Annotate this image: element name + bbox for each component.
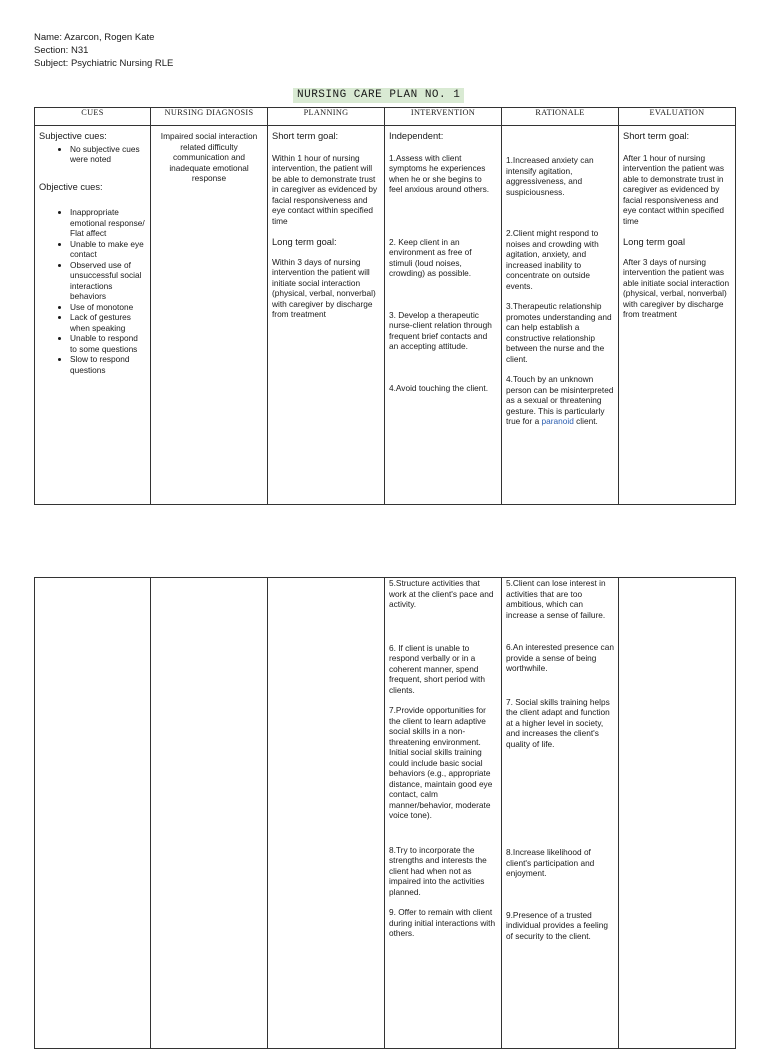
rationale-cell [502, 578, 619, 1049]
rationale-item-text: 4.Touch by an unknown person can be misinterpreted as a sexual or threatening gesture. This is particularly true for a [506, 374, 614, 426]
rationale-item: 5.Client can lose interest in activities that are too ambitious, which can increase a sense of failure. [506, 578, 606, 620]
long-term-goal-label: Long term goal: [272, 237, 337, 247]
intervention-cell [385, 126, 502, 505]
diagnosis-cell [151, 126, 268, 505]
short-term-goal-text: Within 1 hour of nursing intervention, the patient will be able to demonstrate trust in caregiver as evidenced by facial responsiveness and eye contact within specified time [272, 152, 378, 226]
long-term-goal-label: Long term goal [623, 237, 686, 247]
short-term-goal-label: Short term goal: [272, 131, 339, 141]
objective-cues-list [39, 207, 146, 375]
rationale-item-end: client. [576, 416, 598, 426]
intervention-item: 4.Avoid touching the client. [389, 382, 489, 393]
planning-cell [268, 578, 385, 1049]
student-name: Name: Azarcon, Rogen Kate [34, 32, 155, 43]
list-item: • Unable to respond to some questions [70, 333, 146, 354]
rationale-item: 6.An interested presence can provide a sense of being worthwhile. [506, 642, 614, 673]
long-term-goal-text: Within 3 days of nursing intervention the patient will initiate social interaction (physical, verbal, nonverbal) with caregiver by discharge from treatment [272, 256, 376, 319]
column-header-rationale: RATIONALE [502, 108, 619, 126]
short-term-goal-evaluation: After 1 hour of nursing intervention the patient was able to demonstrate trust in caregiver as evidenced by facial responsiveness and eye contact within specified time [623, 152, 725, 226]
column-header-diagnosis: NURSING DIAGNOSIS [151, 108, 268, 126]
column-header-intervention: INTERVENTION [385, 108, 502, 126]
nursing-diagnosis-text: Impaired social interaction related difficulty communication and inadequate emotional response [160, 131, 258, 183]
rationale-item: 7. Social skills training helps the client adapt and function at a higher level in society, and increases the client's quality of life. [506, 696, 610, 749]
list-item: • Unable to make eye contact [70, 239, 146, 260]
rationale-item: 9.Presence of a trusted individual provides a feeling of security to the client. [506, 909, 608, 941]
intervention-item: 1.Assess with client symptoms he experiences when he or she begins to feel anxious around others. [389, 152, 490, 194]
long-term-goal-evaluation: After 3 days of nursing intervention the patient was able initiate social interaction (physical, verbal, nonverbal) with caregiver by discharge from treatment [623, 256, 730, 319]
subjective-cues-list [39, 144, 146, 165]
rationale-cell [502, 126, 619, 505]
list-item: • Lack of gestures when speaking [70, 312, 146, 333]
rationale-item [506, 374, 614, 427]
objective-cues-label: Objective cues: [39, 181, 103, 192]
intervention-item: 6. If client is unable to respond verbally or in a coherent manner, spend frequent, short period with clients. [389, 642, 485, 695]
intervention-cell [385, 578, 502, 1049]
rationale-item: 2.Client might respond to noises and crowding with agitation, anxiety, and increased inability to concentrate on outside events. [506, 228, 599, 291]
diagnosis-cell [151, 578, 268, 1049]
student-section: Section: N31 [34, 45, 89, 56]
column-header-cues: CUES [35, 108, 151, 126]
column-header-planning: PLANNING [268, 108, 385, 126]
student-header [34, 31, 173, 70]
rationale-item: 1.Increased anxiety can intensify agitation, aggressiveness, and suspiciousness. [506, 155, 594, 197]
student-subject: Subject: Psychiatric Nursing RLE [34, 58, 174, 69]
table-header-row [35, 108, 736, 126]
short-term-goal-label: Short term goal: [623, 131, 690, 141]
evaluation-cell [619, 126, 736, 505]
intervention-item: 3. Develop a therapeutic nurse-client relation through frequent brief contacts and an accepting attitude. [389, 309, 492, 351]
rationale-item: 3.Therapeutic relationship promotes understanding and can help establish a constructive relationship between the nurse and the client. [506, 301, 612, 364]
independent-label: Independent: [389, 131, 444, 141]
rationale-item: 8.Increase likelihood of client's participation and enjoyment. [506, 847, 595, 878]
paranoid-link[interactable]: paranoid [541, 416, 574, 426]
planning-cell [268, 126, 385, 505]
care-plan-table [34, 107, 736, 505]
list-item: • Use of monotone [70, 302, 146, 313]
list-item: • Slow to respond questions [70, 354, 146, 375]
cues-cell [35, 126, 151, 505]
table-row [35, 126, 736, 505]
intervention-item: 9. Offer to remain with client during initial interactions with others. [389, 907, 496, 938]
care-plan-title: NURSING CARE PLAN NO. 1 [293, 88, 464, 103]
list-item: • Observed use of unsuccessful social interactions behaviors [70, 260, 146, 302]
list-item: • No subjective cues were noted [70, 144, 146, 165]
intervention-item: 8.Try to incorporate the strengths and interests the client had when not as impaired into the activities planned. [389, 844, 487, 897]
care-plan-table-continued [34, 577, 736, 1049]
intervention-item: 2. Keep client in an environment as free of stimuli (loud noises, crowding) as possible. [389, 236, 472, 278]
intervention-item: 5.Structure activities that work at the client's pace and activity. [389, 578, 494, 609]
subjective-cues-label: Subjective cues: [39, 131, 107, 141]
list-item: • Inappropriate emotional response/ Flat affect [70, 207, 146, 239]
intervention-item: 7.Provide opportunities for the client to learn adaptive social skills in a non-threatening environment. Initial social skills training could include basic social behaviors (e.g., appropriate distance, maintain good eye contact, calm manner/behavior, moderate voice tone). [389, 705, 493, 820]
table-row [35, 578, 736, 1049]
evaluation-cell [619, 578, 736, 1049]
cues-cell [35, 578, 151, 1049]
column-header-evaluation: EVALUATION [619, 108, 736, 126]
